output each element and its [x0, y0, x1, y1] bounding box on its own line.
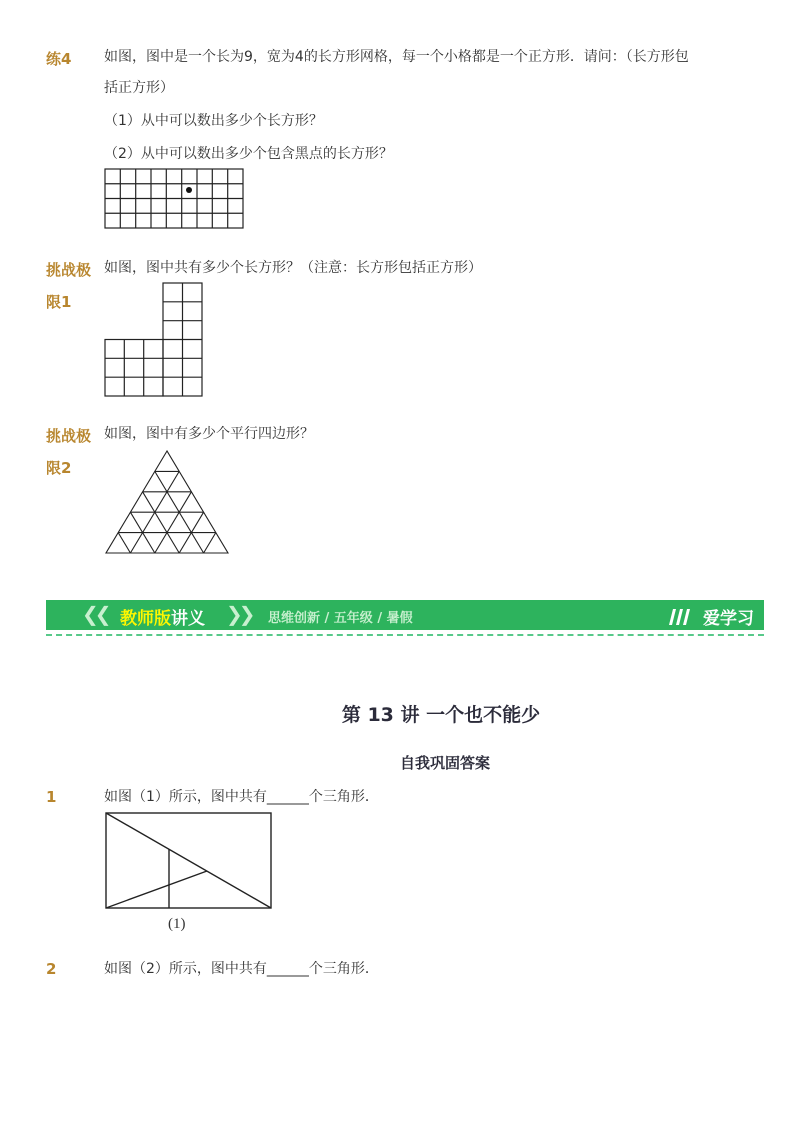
brand-mark-icon — [667, 607, 697, 627]
grid-9x4-figure — [104, 168, 246, 230]
teacher-edition-banner — [46, 600, 764, 630]
banner-dashed-divider — [46, 634, 764, 636]
black-dot — [186, 187, 192, 193]
question-1-text: 如图（1）所示，图中共有______个三角形． — [104, 789, 379, 805]
lecture-title: 第 13 讲 一个也不能少 — [341, 704, 541, 726]
triangle-grid-figure — [104, 449, 230, 555]
brand-logo: 爱学习 — [667, 604, 754, 629]
double-chevron-left-icon: ❮❮ — [82, 602, 108, 626]
exercise-4-label: 练4 — [46, 50, 72, 68]
challenge-1-label-line1: 挑战极 — [46, 261, 92, 279]
exercise-4-q1: （1）从中可以数出多少个长方形？ — [104, 113, 323, 129]
banner-title: 教师版讲义 — [120, 609, 205, 629]
exercise-4-line2: 括正方形） — [104, 80, 174, 96]
question-2-number: 2 — [46, 960, 57, 978]
question-1-number: 1 — [46, 788, 57, 806]
figure-1-rectangle-triangles — [104, 811, 274, 911]
figure-1-caption: (1) — [168, 916, 186, 932]
challenge-2-label-line1: 挑战极 — [46, 427, 92, 445]
question-2-text: 如图（2）所示，图中共有______个三角形． — [104, 961, 379, 977]
l-shape-grid-figure — [104, 282, 204, 398]
exercise-4-q2: （2）从中可以数出多少个包含黑点的长方形？ — [104, 146, 393, 162]
challenge-1-text: 如图，图中共有多少个长方形？（注意：长方形包括正方形） — [104, 260, 482, 276]
section-title: 自我巩固答案 — [399, 754, 490, 772]
banner-subtitle: 思维创新 / 五年级 / 暑假 — [268, 611, 413, 626]
exercise-4-line1: 如图，图中是一个长为9，宽为4的长方形网格，每一个小格都是一个正方形．请问：（长方形包 — [104, 49, 689, 65]
challenge-2-text: 如图，图中有多少个平行四边形？ — [104, 426, 314, 442]
double-chevron-right-icon: ❯❯ — [226, 602, 252, 626]
challenge-2-label-line2: 限2 — [46, 459, 72, 477]
challenge-1-label-line2: 限1 — [46, 293, 72, 311]
